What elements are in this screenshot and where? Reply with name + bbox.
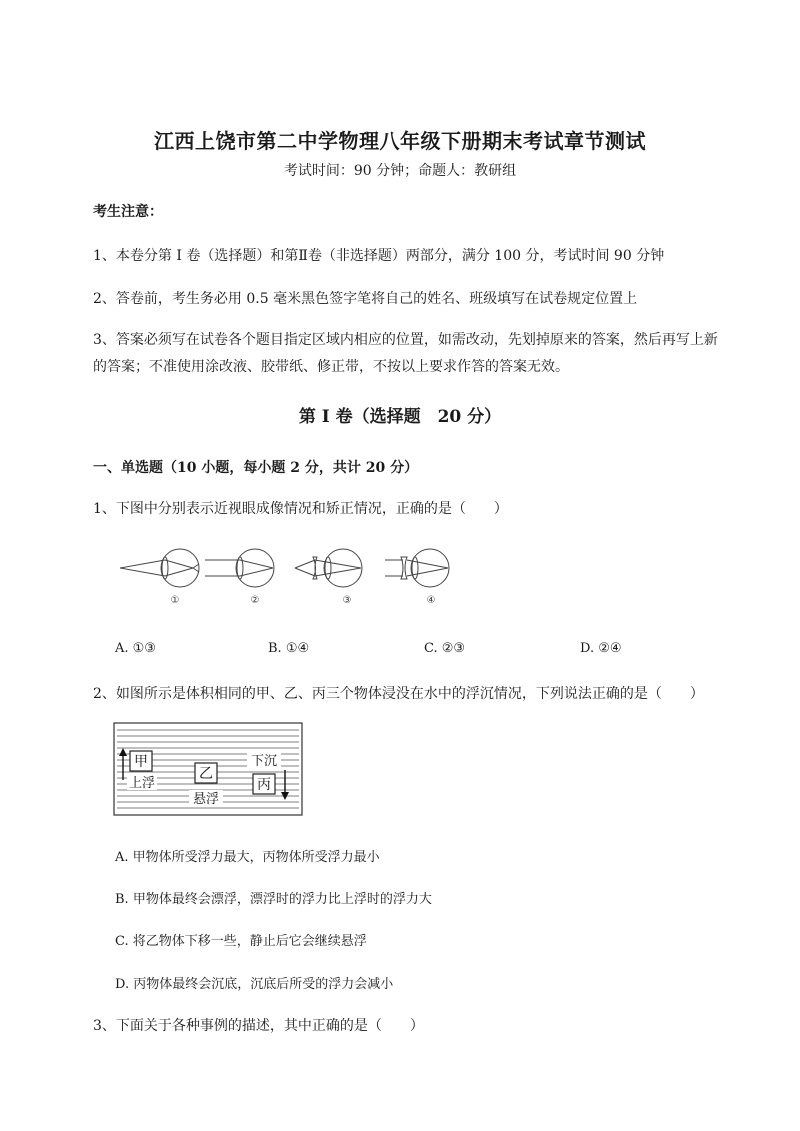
q2-stem: 2、如图所示是体积相同的甲、乙、丙三个物体浸没在水中的浮沉情况，下列说法正确的是（ ）: [93, 686, 704, 702]
part-heading: 一、单选题（10 小题，每小题 2 分，共计 20 分）: [93, 460, 419, 476]
eye-2-icon: [205, 549, 274, 587]
q2-option-a[interactable]: A. 甲物体所受浮力最大，丙物体所受浮力最小: [115, 850, 380, 865]
q2-option-b[interactable]: B. 甲物体最终会漂浮，漂浮时的浮力比上浮时的浮力大: [115, 892, 432, 907]
eye-4-icon: [385, 549, 449, 587]
q1-option-a[interactable]: A. ①③: [115, 641, 156, 656]
eye-3-label: ③: [342, 595, 352, 606]
notice-heading: 考生注意：: [93, 204, 163, 220]
q2-option-d[interactable]: D. 丙物体最终会沉底，沉底后所受的浮力会减小: [115, 977, 394, 992]
page-subtitle: 考试时间：90 分钟；命题人：教研组: [283, 163, 517, 179]
q1-stem: 1、下图中分别表示近视眼成像情况和矫正情况，正确的是（ ）: [93, 501, 508, 517]
eye-3-icon: [295, 549, 362, 587]
q1-eye-diagram: [115, 545, 455, 610]
notice-item-1: 1、本卷分第 I 卷（选择题）和第Ⅱ卷（非选择题）两部分，满分 100 分，考试时间 90 分钟: [93, 248, 665, 264]
yi-label: 悬浮: [192, 792, 220, 807]
q2-option-c[interactable]: C. 将乙物体下移一些，静止后它会继续悬浮: [115, 934, 367, 949]
q3-stem: 3、下面关于各种事例的描述，其中正确的是（ ）: [93, 1018, 424, 1034]
eye-4-label: ④: [426, 595, 436, 606]
q1-option-b[interactable]: B. ①④: [268, 641, 310, 656]
q1-option-c[interactable]: C. ②③: [424, 641, 466, 656]
page-title: 江西上饶市第二中学物理八年级下册期末考试章节测试: [154, 129, 646, 153]
notice-item-3-cont: 的答案；不准使用涂改液、胶带纸、修正带，不按以上要求作答的答案无效。: [93, 359, 569, 375]
notice-item-3: 3、答案必须写在试卷各个题目指定区域内相应的位置，如需改动，先划掉原来的答案，然后再写上新: [93, 332, 718, 348]
jia-text: 甲: [134, 754, 148, 770]
yi-text: 乙: [199, 766, 213, 782]
q2-buoyancy-diagram: [113, 722, 303, 816]
eye-2-label: ②: [250, 595, 260, 606]
eye-1-label: ①: [170, 595, 180, 606]
eye-1-icon: [120, 549, 199, 587]
bing-text: 丙: [257, 777, 271, 793]
bing-label: 下沉: [250, 754, 278, 769]
q1-option-d[interactable]: D. ②④: [580, 641, 622, 656]
jia-label: 上浮: [128, 776, 156, 791]
section-title: 第 I 卷（选择题 20 分）: [298, 407, 502, 427]
notice-item-2: 2、答卷前，考生务必用 0.5 毫米黑色签字笔将自己的姓名、班级填写在试卷规定位置上: [93, 291, 638, 307]
